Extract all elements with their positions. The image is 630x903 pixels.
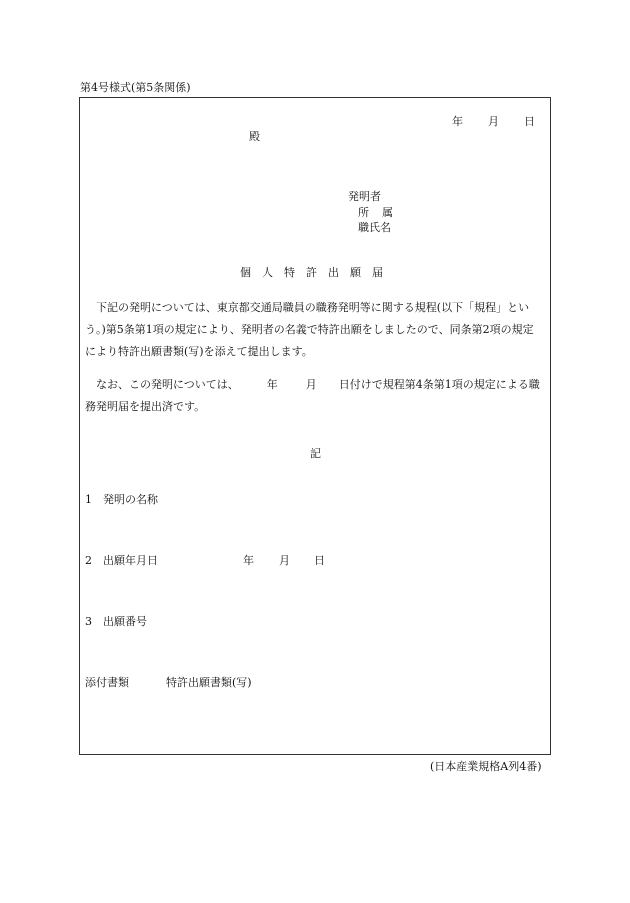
- date-month: 月: [488, 115, 499, 128]
- item-2-label: 出願年月日: [103, 554, 158, 567]
- body-paragraph-2-part1: なお、この発明については、: [96, 378, 239, 391]
- attachments-label: 添付書類: [85, 676, 129, 689]
- form-title: 個人特許出願届: [240, 266, 394, 279]
- ki-mark: 記: [310, 447, 321, 460]
- item-2-month: 月: [279, 554, 290, 567]
- attachments-value: 特許出願書類(写): [166, 676, 252, 689]
- form-frame: [79, 97, 551, 755]
- addressee-suffix: 殿: [249, 130, 260, 143]
- body-paragraph-2: [85, 374, 541, 418]
- date-day: 日: [524, 115, 535, 128]
- item-2-number: 2: [85, 554, 92, 567]
- body-paragraph-2-year: 年: [266, 378, 278, 391]
- item-1-number: 1: [85, 493, 92, 506]
- body-paragraph-2-month: 月: [305, 378, 317, 391]
- item-1-label: 発明の名称: [103, 493, 158, 506]
- inventor-affiliation: 所 属: [358, 206, 394, 219]
- inventor-heading: 発明者: [348, 190, 381, 203]
- item-2-year: 年: [243, 554, 254, 567]
- body-paragraph-1: 下記の発明については、東京都交通局職員の職務発明等に関する規程(以下「規程」という。)第5条第1項の規定により、発明者の名義で特許出願をしましたので、同条第2項の規定により特許出願書類(写)を添えて提出します。: [85, 301, 534, 358]
- item-3-number: 3: [85, 615, 92, 628]
- form-id-label: 第4号様式(第5条関係): [80, 81, 191, 94]
- item-3-label: 出願番号: [103, 615, 147, 628]
- item-2-day: 日: [314, 554, 325, 567]
- footer-note: (日本産業規格A列4番): [430, 760, 542, 773]
- inventor-name-title: 職氏名: [358, 221, 391, 234]
- body-paragraph-2-part2: 日付けで規程第4条第1項の規定による職務発明届を提出済です。: [85, 378, 540, 413]
- date-year: 年: [452, 115, 463, 128]
